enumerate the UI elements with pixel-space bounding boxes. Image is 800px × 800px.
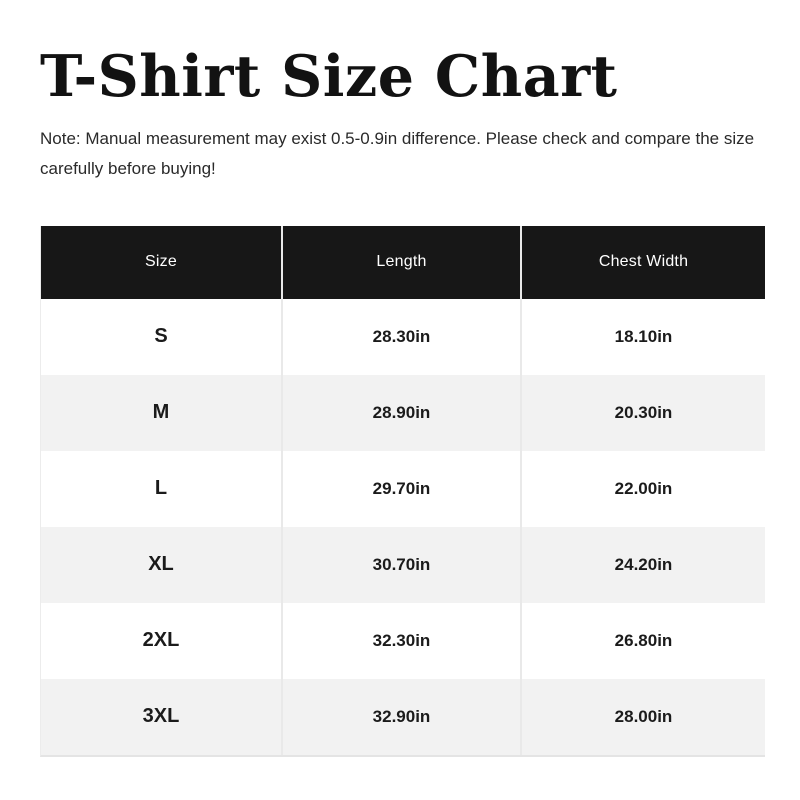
size-cell: 3XL bbox=[41, 679, 283, 755]
size-cell: L bbox=[41, 451, 283, 527]
length-cell: 32.30in bbox=[283, 603, 522, 679]
chest-width-cell: 24.20in bbox=[522, 527, 765, 603]
measurement-note bbox=[40, 124, 762, 184]
chest-width-cell: 18.10in bbox=[522, 299, 765, 375]
length-cell: 28.90in bbox=[283, 375, 522, 451]
table-row-s bbox=[41, 299, 765, 375]
size-cell: S bbox=[41, 299, 283, 375]
chest-width-cell: 26.80in bbox=[522, 603, 765, 679]
table-row-3xl bbox=[41, 679, 765, 755]
table-row-l bbox=[41, 451, 765, 527]
chest-width-cell: 28.00in bbox=[522, 679, 765, 755]
measurement-note-line-1: Note: Manual measurement may exist 0.5-0.9in difference. Please check and compare the size bbox=[40, 128, 755, 148]
size-cell: 2XL bbox=[41, 603, 283, 679]
measurement-note-line-2: carefully before buying! bbox=[40, 158, 216, 178]
column-header-size: Size bbox=[41, 226, 283, 299]
page-title: T-Shirt Size Chart bbox=[40, 43, 618, 110]
column-header-length: Length bbox=[283, 226, 522, 299]
size-cell: XL bbox=[41, 527, 283, 603]
chest-width-cell: 20.30in bbox=[522, 375, 765, 451]
table-row-2xl bbox=[41, 603, 765, 679]
length-cell: 32.90in bbox=[283, 679, 522, 755]
length-cell: 28.30in bbox=[283, 299, 522, 375]
size-cell: M bbox=[41, 375, 283, 451]
table-header-row bbox=[41, 226, 765, 299]
column-header-chest-width: Chest Width bbox=[522, 226, 765, 299]
size-chart-table bbox=[40, 226, 765, 757]
length-cell: 30.70in bbox=[283, 527, 522, 603]
table-row-xl bbox=[41, 527, 765, 603]
length-cell: 29.70in bbox=[283, 451, 522, 527]
chest-width-cell: 22.00in bbox=[522, 451, 765, 527]
table-row-m bbox=[41, 375, 765, 451]
